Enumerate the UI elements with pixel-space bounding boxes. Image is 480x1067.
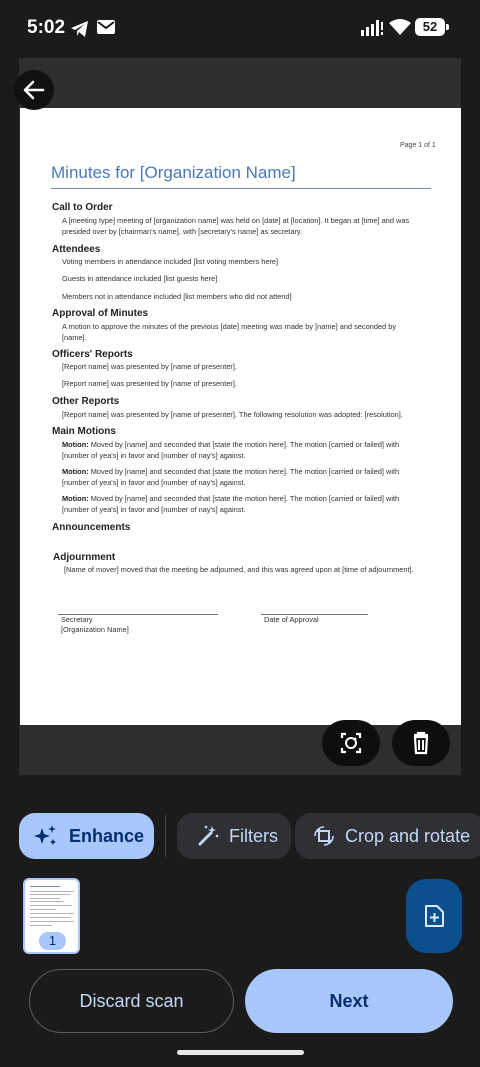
filters-label: Filters bbox=[229, 825, 278, 846]
motion-label: Motion: bbox=[62, 467, 89, 476]
heading-other-reports: Other Reports bbox=[52, 396, 120, 407]
motion-text: Moved by [name] and seconded that [state the motion here]. The motion [carried or failed] with bbox=[90, 467, 400, 476]
trash-icon bbox=[392, 720, 450, 766]
arrow-left-icon bbox=[14, 70, 54, 110]
sparkle-icon bbox=[33, 823, 59, 849]
attendees-line-1: Voting members in attendance included [list voting members here] bbox=[62, 257, 279, 266]
motion-label: Motion: bbox=[62, 440, 89, 449]
call-to-order-text-2: presided over by [chairman's name], with [secretary's name] as secretary. bbox=[62, 227, 303, 236]
date-of-approval-label: Date of Approval bbox=[264, 615, 319, 624]
delete-page-button[interactable] bbox=[392, 720, 450, 766]
motion-2-line-2: [number of yea's] in favor and [number of nay's] against. bbox=[62, 478, 246, 487]
motion-label: Motion: bbox=[62, 494, 89, 503]
thumbnail-page-badge: 1 bbox=[39, 932, 66, 950]
thumb-line bbox=[30, 894, 70, 895]
attendees-line-2: Guests in attendance included [list guests here] bbox=[62, 274, 218, 283]
organization-label: [Organization Name] bbox=[61, 625, 129, 634]
approval-text-1: A motion to approve the minutes of the previous [date] meeting was made by [name] and seconded by bbox=[62, 322, 397, 331]
add-page-button[interactable] bbox=[406, 879, 462, 953]
call-to-order-text-1: A [meeting type] meeting of [organization name] was held on [date] at [location]. It began at [time] and was bbox=[62, 216, 410, 225]
thumb-line bbox=[30, 917, 70, 918]
motion-3-line-2: [number of yea's] in favor and [number of nay's] against. bbox=[62, 505, 246, 514]
thumb-title-line bbox=[30, 886, 60, 887]
scanned-document-page bbox=[20, 108, 461, 725]
thumb-line bbox=[30, 898, 60, 899]
thumb-line bbox=[30, 909, 56, 910]
retake-crop-button[interactable] bbox=[322, 720, 380, 766]
adjournment-text: [Name of mover] moved that the meeting be adjourned, and this was agreed upon at [time of adjournment]. bbox=[64, 565, 414, 574]
motion-text: Moved by [name] and seconded that [state the motion here]. The motion [carried or failed] with bbox=[90, 440, 400, 449]
officers-line-2: [Report name] was presented by [name of presenter]. bbox=[62, 379, 238, 388]
back-button[interactable] bbox=[14, 70, 54, 110]
enhance-button[interactable] bbox=[19, 813, 154, 859]
heading-attendees: Attendees bbox=[52, 244, 101, 255]
enhance-label: Enhance bbox=[69, 825, 145, 846]
motion-text: Moved by [name] and seconded that [state the motion here]. The motion [carried or failed] with bbox=[90, 494, 400, 503]
crop-rotate-label: Crop and rotate bbox=[345, 825, 471, 846]
thumb-line bbox=[30, 925, 52, 926]
title-rule bbox=[51, 188, 431, 189]
motion-1-line-1 bbox=[62, 439, 434, 450]
heading-announcements: Announcements bbox=[52, 522, 131, 533]
discard-scan-button[interactable]: Discard scan bbox=[29, 969, 234, 1033]
page-number-label: Page 1 of 1 bbox=[400, 142, 436, 149]
thumb-line bbox=[30, 891, 74, 892]
toolbar-divider bbox=[165, 815, 166, 857]
officers-line-1: [Report name] was presented by [name of presenter]. bbox=[62, 362, 238, 371]
thumb-line bbox=[30, 921, 74, 922]
next-button[interactable]: Next bbox=[245, 969, 453, 1033]
battery-indicator: 52 bbox=[415, 18, 445, 36]
heading-officers: Officers' Reports bbox=[52, 349, 133, 360]
motion-2-line-1 bbox=[62, 466, 434, 477]
heading-approval: Approval of Minutes bbox=[52, 308, 149, 319]
approval-text-2: [name]. bbox=[62, 333, 87, 342]
magic-wand-icon bbox=[195, 823, 221, 849]
crop-rotate-button[interactable] bbox=[295, 813, 480, 859]
add-document-icon bbox=[406, 879, 462, 953]
heading-call-to-order: Call to Order bbox=[52, 202, 113, 213]
wifi-icon bbox=[389, 19, 411, 36]
thumb-line bbox=[30, 901, 64, 902]
page-thumbnail[interactable] bbox=[23, 878, 80, 954]
scan-adjust-icon bbox=[322, 720, 380, 766]
status-time: 5:02 bbox=[27, 17, 66, 38]
gesture-bar[interactable] bbox=[177, 1050, 304, 1055]
other-reports-line-1: [Report name] was presented by [name of presenter]. The following resolution was adopted: [resolution]. bbox=[62, 410, 403, 419]
thumb-line bbox=[30, 913, 74, 914]
mail-icon bbox=[97, 20, 115, 34]
motion-3-line-1 bbox=[62, 493, 434, 504]
secretary-label: Secretary bbox=[61, 615, 93, 624]
filters-button[interactable] bbox=[177, 813, 291, 859]
heading-adjournment: Adjournment bbox=[53, 552, 116, 563]
status-bar bbox=[0, 0, 480, 58]
signal-icon bbox=[361, 20, 383, 36]
motion-1-line-2: [number of yea's] in favor and [number of nay's] against. bbox=[62, 451, 246, 460]
battery-tip bbox=[446, 24, 449, 30]
telegram-icon bbox=[70, 20, 90, 38]
heading-main-motions: Main Motions bbox=[52, 426, 116, 437]
crop-rotate-icon bbox=[311, 823, 337, 849]
attendees-line-3: Members not in attendance included [list members who did not attend] bbox=[62, 292, 292, 301]
thumb-line bbox=[30, 905, 72, 906]
document-title: Minutes for [Organization Name] bbox=[51, 163, 296, 182]
